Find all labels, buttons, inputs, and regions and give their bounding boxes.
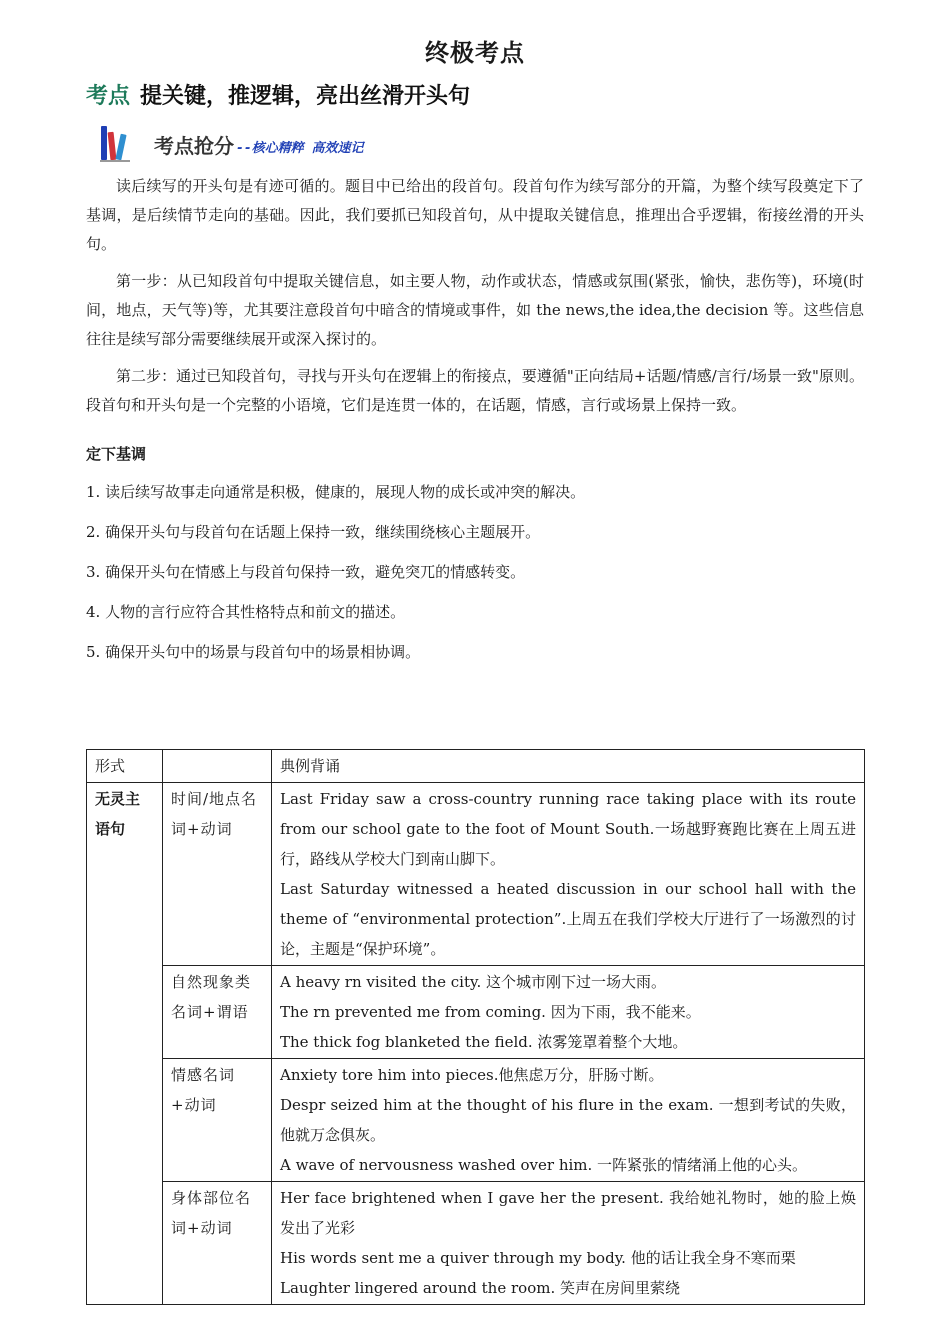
example-sentence: Despr seized him at the thought of his flure in the exam. 一想到考试的失败，他就万念俱灰。 (280, 1096, 856, 1144)
examples-cell (272, 783, 865, 966)
tone-rule: 5. 确保开头句中的场景与段首句中的场景相协调。 (86, 643, 421, 661)
example-sentence: A heavy rn visited the city. 这个城市刚下过一场大雨。 (280, 973, 667, 991)
section-header (86, 122, 864, 166)
type-cell: 时间/地点名词+动词 (163, 783, 272, 966)
step-two-paragraph: 第二步：通过已知段首句，寻找与开头句在逻辑上的衔接点，要遵循"正向结局+话题/情感/言行/场景一致"原则。段首句和开头句是一个完整的小语境，它们是连贯一体的，在话题，情感，言行或场景上保持一致。 (86, 367, 864, 414)
examples-table (86, 749, 865, 1305)
type-cell: 情感名词+动词 (163, 1059, 272, 1182)
document-title: 终极考点 (425, 39, 525, 67)
tone-rule: 4. 人物的言行应符合其性格特点和前文的描述。 (86, 603, 406, 621)
tone-rule: 3. 确保开头句在情感上与段首句保持一致，避免突兀的情感转变。 (86, 563, 526, 581)
section-title: 考点抢分 (154, 133, 234, 158)
section-subtitle: --核心精粹 高效速记 (236, 140, 364, 156)
header-form: 形式 (87, 750, 163, 783)
example-sentence: A wave of nervousness washed over him. 一阵紧张的情绪涌上他的心头。 (280, 1156, 808, 1174)
tone-heading: 定下基调 (86, 445, 147, 463)
example-sentence: Laughter lingered around the room. 笑声在房间里萦绕 (280, 1279, 680, 1297)
topic-heading (86, 80, 864, 114)
example-sentence: The thick fog blanketed the field. 浓雾笼罩着整个大地。 (280, 1033, 688, 1051)
form-cell: 无灵主语句 (87, 783, 163, 1305)
document-page (86, 34, 864, 664)
type-cell: 自然现象类名词+谓语 (163, 966, 272, 1059)
tone-rule: 2. 确保开头句与段首句在话题上保持一致，继续围绕核心主题展开。 (86, 523, 541, 541)
example-sentence: The rn prevented me from coming. 因为下雨，我不能来。 (280, 1003, 701, 1021)
intro-paragraph: 读后续写的开头句是有迹可循的。题目中已给出的段首句。段首句作为续写部分的开篇，为整个续写段奠定下了基调，是后续情节走向的基础。因此，我们要抓已知段首句，从中提取关键信息，推理出合乎逻辑，衔接丝滑的开头句。 (86, 177, 864, 253)
topic-tag: 考点 (86, 84, 131, 109)
examples-cell (272, 1182, 865, 1305)
example-sentence: Anxiety tore him into pieces.他焦虑万分，肝肠寸断。 (280, 1066, 664, 1084)
examples-cell (272, 1059, 865, 1182)
example-sentence: Last Saturday witnessed a heated discussion in our school hall with the theme of “environmental protection”.上周五在我们学校大厅进行了一场激烈的讨论，主题是“保护环境”。 (280, 880, 856, 958)
step-one-paragraph: 第一步：从已知段首句中提取关键信息，如主要人物，动作或状态，情感或氛围(紧张，愉快，悲伤等)，环境(时间，地点，天气等)等，尤其要注意段首句中暗含的情境或事件，如 the news,the idea,the decision 等。这些信息往往是续写部分需要继续展开或深入探讨的。 (86, 272, 864, 348)
books-icon (98, 124, 142, 164)
tone-rule: 1. 读后续写故事走向通常是积极，健康的，展现人物的成长或冲突的解决。 (86, 483, 586, 501)
tone-rules-list (86, 480, 864, 664)
example-sentence: Last Friday saw a cross-country running race taking place with its route from our school gate to the foot of Mount South.一场越野赛跑比赛在上周五进行，路线从学校大门到南山脚下。 (280, 790, 856, 868)
example-sentence: His words sent me a quiver through my body. 他的话让我全身不寒而栗 (280, 1249, 796, 1267)
table-header-row (87, 750, 865, 783)
table-row (87, 1059, 865, 1182)
table-row (87, 1182, 865, 1305)
table-row (87, 966, 865, 1059)
example-sentence: Her face brightened when I gave her the present. 我给她礼物时，她的脸上焕发出了光彩 (280, 1189, 856, 1237)
topic-headline: 提关键，推逻辑，亮出丝滑开头句 (140, 84, 471, 109)
examples-cell (272, 966, 865, 1059)
table-row (87, 783, 865, 966)
header-type (163, 750, 272, 783)
header-examples: 典例背诵 (272, 750, 865, 783)
type-cell: 身体部位名词+动词 (163, 1182, 272, 1305)
